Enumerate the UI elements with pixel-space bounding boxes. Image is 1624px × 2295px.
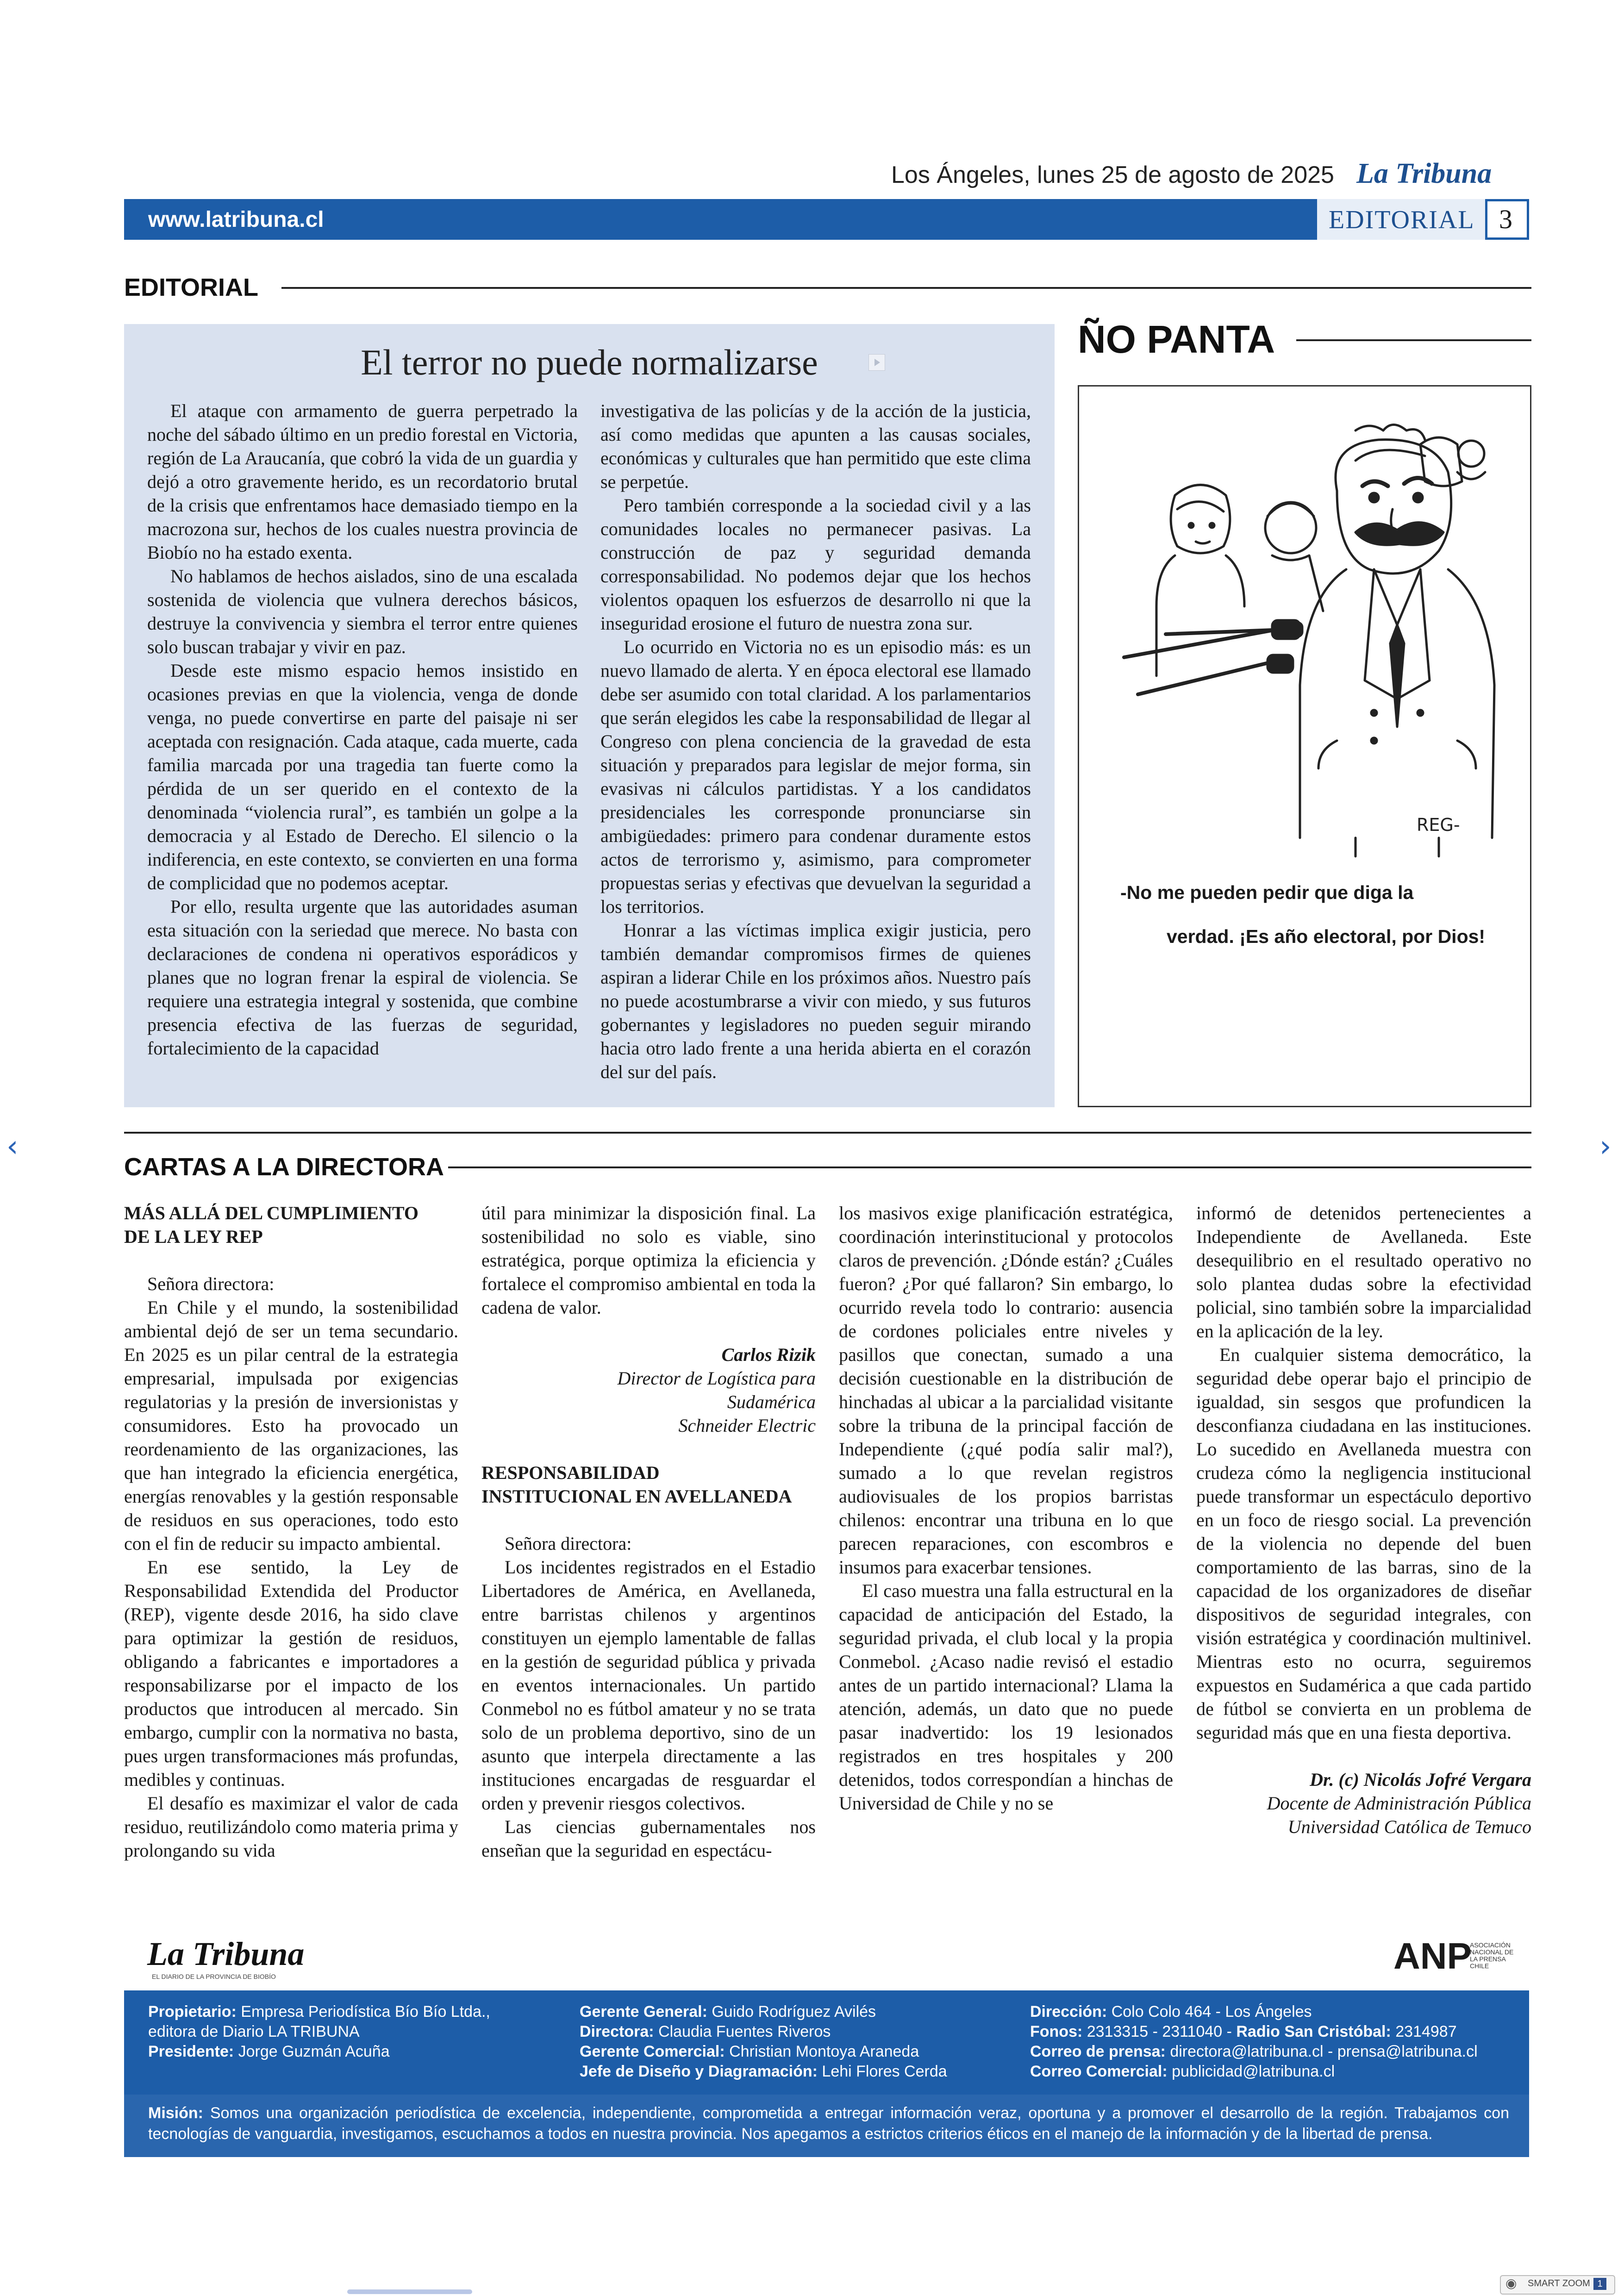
letter-paragraph: En cualquier sistema democrático, la seguridad debe operar bajo el principio de igualdad, sin sesgos que profundicen la desconfianza ciudadana en las instituciones. Lo sucedido en Avellaneda muestra con crudeza cómo la negligencia institucional puede transformar un espectáculo deportivo en un foco de riesgo social. La prevención de la violencia no depende del buen comportamiento de las barras, sino de la capacidad de los organizadores de diseñar dispositivos de seguridad integrales, con visión estratégica y coordinación multinivel. Mientras esto no ocurra, seguiremos expuestos en Sudamérica a que cada partido de fútbol se convierta en un problema de seguridad más que en una fiesta deportiva. <box>1196 1344 1531 1743</box>
letter-signature-role: Sudamérica <box>727 1391 816 1412</box>
smart-zoom-count: 1 <box>1593 2278 1606 2290</box>
cartoon-section-heading: ÑO PANTA <box>1078 318 1275 361</box>
letter-headline: MÁS ALLÁ DEL CUMPLIMIENTO <box>124 1203 419 1223</box>
letter-paragraph: En Chile y el mundo, la sostenibilidad ambiental dejó de ser un tema secundario. En 2025 es un pilar central de la estrategia empresarial, impulsada por exigencias regulatorias y la presión de inversionistas y consumidores. Esto ha provocado un reordenamiento de las organizaciones, las que han integrado la eficiencia energética, energías renovables y la gestión responsable de residuos en sus operaciones, todo esto con el fin de reducir su impacto ambiental. <box>124 1297 458 1554</box>
letter-paragraph: los masivos exige planificación estratégica, coordinación interinstitucional y protocolos claros de prevención. ¿Dónde están? ¿Cuáles fueron? ¿Por qué fallaron? Sin embargo, lo ocurrido revela todo lo contrario: ausencia de cordones policiales entre niveles y pasillos que conectan, sumado a una decisión cuestionable en la distribución de hinchadas al ubicar a la parcialidad visitante sobre la tribuna de la principal facción de Independiente (¿qué podía salir mal?), sumado a lo que revelan registros audiovisuales de los propios barristas chilenos: encontrar una tribuna en lo que parecen reparaciones, con escombros e insumos para exacerbar tensiones. <box>839 1203 1173 1578</box>
credit-value: Lehi Flores Cerda <box>822 2063 947 2080</box>
editorial-paragraph: Honrar a las víctimas implica exigir justicia, pero también demandar compromisos firmes de quienes aspiran a liderar Chile en los próximos años. Nuestro país no puede acostumbrarse a vivir con miedo, y sus futuros gobernantes y legisladores no pueden seguir mirando hacia otro lado frente a una herida abierta en el corazón del sur del país. <box>600 920 1031 1082</box>
credit-value: Jorge Guzmán Acuña <box>238 2043 390 2060</box>
letters-column-1 <box>124 1201 458 1862</box>
letter-paragraph: útil para minimizar la disposición final. La sostenibilidad no solo es viable, sino estratégica, porque optimiza la eficiencia y fortalece el compromiso ambiental en toda la cadena de valor. <box>481 1203 816 1318</box>
anp-logo-text: ASOCIACIÓN NACIONAL DE LA PRENSA CHILE <box>1470 1941 1514 1970</box>
cartoon-illustration <box>1096 417 1513 861</box>
credit-value: 2313315 - 2311040 - <box>1087 2023 1232 2040</box>
editorial-paragraph: Pero también corresponde a la sociedad civil y a las comunidades locales no permanecer pasivas. La construcción de paz y seguridad demanda corresponsabilidad. No podemos dejar que los hechos violentos opaquen los esfuerzos de desarrollo ni que la inseguridad erosione el futuro de nuestra zona sur. <box>600 495 1031 634</box>
letter-salutation: Señora directora: <box>505 1533 632 1554</box>
credit-label: Gerente General: <box>580 2003 707 2021</box>
letter-paragraph: En ese sentido, la Ley de Responsabilidad Extendida del Productor (REP), vigente desde 2016, ha sido clave para optimizar la gestión de residuos, obligando a fabricantes e importadores a responsabilizarse por el impacto de los productos que introducen al mercado. Sin embargo, cumplir con la normativa no basta, pues urgen transformaciones más profundas, medibles y continuas. <box>124 1557 458 1790</box>
cartoonist-signature: REG- <box>1417 815 1460 835</box>
footer-credits-column-2 <box>580 2002 996 2082</box>
letter-signature-role: Schneider Electric <box>678 1415 816 1436</box>
editorial-paragraph: Desde este mismo espacio hemos insistido en ocasiones previas en que la violencia, venga de donde venga, no puede convertirse en parte del paisaje ni ser aceptada con resignación. Cada ataque, cada muerte, cada familia marcada por una tragedia tan fuerte como la pérdida de un ser querido en el contexto de la denominada “violencia rural”, es también un golpe a la democracia y al Estado de Derecho. El silencio o la indiferencia, en este contexto, se convierten en una forma de complicidad que no podemos aceptar. <box>147 660 578 893</box>
credit-label: Radio San Cristóbal: <box>1236 2023 1391 2040</box>
footer-credits-column-1 <box>148 2002 556 2062</box>
mission-label: Misión: <box>148 2104 203 2122</box>
letter-headline: INSTITUCIONAL EN AVELLANEDA <box>481 1486 792 1507</box>
letters-heading-rule <box>448 1166 1531 1168</box>
mission-text: Somos una organización periodística de excelencia, independiente, comprometida a entregar información veraz, oportuna y a promover el desarrollo de la región. Trabajamos con tecnologías de vanguardia, investigamos, escuchamos a todos en nuestra provincia. Nos apegamos a estrictos criterios éticos en el manejo de la información y de la libertad de prensa. <box>148 2104 1509 2143</box>
scrollbar-thumb[interactable] <box>347 2289 472 2294</box>
letter-paragraph: El desafío es maximizar el valor de cada residuo, reutilizándolo como materia prima y prolongando su vida <box>124 1793 458 1861</box>
letter-paragraph: Los incidentes registrados en el Estadio Libertadores de América, en Avellaneda, entre barristas chilenos y argentinos constituyen un ejemplo lamentable de fallas en la gestión de seguridad pública y privada en eventos internacionales. Un partido Conmebol no es fútbol amateur y no se trata solo de un problema deportivo, sino de un asunto que interpela directamente a las instituciones encargadas de resguardar el orden y prevenir riesgos colectivos. <box>481 1557 816 1814</box>
brand-logo: La Tribuna <box>1356 158 1492 189</box>
editorial-paragraph: Lo ocurrido en Victoria no es un episodio más: es un nuevo llamado de alerta. Y en época electoral ese llamado debe ser asumido con total claridad. A los parlamentarios que serán elegidos les cabe la responsabilidad de llegar al Congreso con plena conciencia de la gravedad de esta situación y preparados para legislar de mejor forma, sin evasivas ni cálculos partidistas. Y a los candidatos presidenciales les corresponde pronunciarse sin ambigüedades: primero para condenar duramente estos actos de terrorismo y, asimismo, para comprometer propuestas serias y efectivas que devuelvan la seguridad a los territorios. <box>600 636 1031 917</box>
date-line: Los Ángeles, lunes 25 de agosto de 2025 <box>891 162 1334 188</box>
letter-signature-role: Docente de Administración Pública <box>1267 1793 1531 1814</box>
letter-paragraph: informó de detenidos pertenecientes a Independiente de Avellaneda. Este desequilibrio en el resultado operativo no solo plantea dudas sobre la efectividad policial, sino también sobre la imparcialidad en la aplicación de la ley. <box>1196 1203 1531 1341</box>
credit-label: Gerente Comercial: <box>580 2043 725 2060</box>
credit-label: Fonos: <box>1030 2023 1083 2040</box>
editorial-paragraph: El ataque con armamento de guerra perpetrado la noche del sábado último en un predio forestal en Victoria, región de La Araucanía, que cobró la vida de un guardia y dejó a otro gravemente herido, es un recordatorio brutal de la crisis que enfrentamos hace demasiado tiempo en la macrozona sur, hechos de los cuales nuestra provincia de Biobío no ha estado exenta. <box>147 400 578 563</box>
footer-credits-column-3 <box>1030 2002 1521 2082</box>
letters-column-2 <box>481 1201 816 1862</box>
credit-value: directora@latribuna.cl - prensa@latribuna.cl <box>1170 2043 1478 2060</box>
anp-logo: ANP <box>1393 1935 1472 1977</box>
letter-signature-name: Dr. (c) Nicolás Jofré Vergara <box>1310 1769 1531 1790</box>
credit-value: editora de Diario LA TRIBUNA <box>148 2023 360 2040</box>
credit-value: publicidad@latribuna.cl <box>1172 2063 1335 2080</box>
letters-column-3 <box>839 1201 1173 1815</box>
letter-signature-role: Universidad Católica de Temuco <box>1287 1816 1531 1837</box>
editorial-section-heading: EDITORIAL <box>124 274 259 301</box>
credit-value: Christian Montoya Araneda <box>729 2043 919 2060</box>
editorial-paragraph: No hablamos de hechos aislados, sino de una escalada sostenida de violencia que vulnera derechos básicos, destruye la convivencia y siembra el terror entre quienes solo buscan trabajar y vivir en paz. <box>147 566 578 657</box>
credit-label: Jefe de Diseño y Diagramación: <box>580 2063 818 2080</box>
letters-column-4 <box>1196 1201 1531 1839</box>
editorial-heading-rule <box>281 287 1531 289</box>
cartoon-caption: verdad. ¡Es año electoral, por Dios! <box>1167 926 1486 947</box>
credit-label: Dirección: <box>1030 2003 1107 2021</box>
editorial-column-2 <box>600 399 1031 1084</box>
letter-headline: DE LA LEY REP <box>124 1226 263 1247</box>
chevron-right-icon[interactable]: › <box>1599 1129 1612 1164</box>
letter-signature-role: Director de Logística para <box>617 1368 816 1389</box>
letters-section-heading: CARTAS A LA DIRECTORA <box>124 1153 444 1181</box>
eye-icon: ◉ <box>1505 2276 1517 2291</box>
cartoon-heading-rule <box>1296 339 1531 341</box>
editorial-title: El terror no puede normalizarse <box>361 342 818 382</box>
letters-top-rule <box>124 1132 1531 1134</box>
editorial-column-1 <box>147 399 578 1060</box>
credit-value: Colo Colo 464 - Los Ángeles <box>1111 2003 1312 2021</box>
letter-headline: RESPONSABILIDAD <box>481 1462 660 1483</box>
credit-label: Presidente: <box>148 2043 234 2060</box>
editorial-paragraph: Por ello, resulta urgente que las autoridades asuman esta situación con la seriedad que merece. No basta con declaraciones de condena ni operativos esporádicos y planes que no logran frenar la espiral de violencia. Se requiere una estrategia integral y sostenida, que combine presencia efectiva de las fuerzas de seguridad, fortalecimiento de la capacidad <box>147 896 578 1059</box>
page-number: 3 <box>1499 204 1512 234</box>
letter-paragraph: El caso muestra una falla estructural en la capacidad de anticipación del Estado, la seguridad privada, el club local y la propia Conmebol. ¿Acaso nadie revisó el estadio antes de un partido internacional? Llama la atención, además, un dato que no puede pasar inadvertido: los 19 lesionados registrados en tres hospitales y 200 detenidos, todos correspondían a hinchas de Universidad de Chile y no se <box>839 1580 1173 1814</box>
credit-value: 2314987 <box>1395 2023 1457 2040</box>
audio-icon[interactable] <box>868 354 885 371</box>
letter-signature-name: Carlos Rizik <box>721 1344 816 1365</box>
credit-value: Guido Rodríguez Avilés <box>712 2003 876 2021</box>
letter-paragraph: Las ciencias gubernamentales nos enseñan que la seguridad en espectácu- <box>481 1816 816 1861</box>
credit-label: Propietario: <box>148 2003 237 2021</box>
mission-statement <box>148 2103 1509 2145</box>
credit-value: Empresa Periodística Bío Bío Ltda., <box>241 2003 490 2021</box>
cartoon-caption: -No me pueden pedir que diga la <box>1120 882 1414 903</box>
smart-zoom-label: SMART ZOOM <box>1528 2278 1590 2289</box>
footer-logo: La Tribuna <box>147 1935 305 1972</box>
letter-salutation: Señora directora: <box>147 1273 275 1294</box>
footer-logo-tagline: EL DIARIO DE LA PROVINCIA DE BIOBÍO <box>152 1973 276 1980</box>
credit-value: Claudia Fuentes Riveros <box>658 2023 831 2040</box>
editorial-paragraph: investigativa de las policías y de la acción de la justicia, así como medidas que apunten a las causas sociales, económicas y culturales que han permitido que este clima se perpetúe. <box>600 400 1031 492</box>
credit-label: Correo de prensa: <box>1030 2043 1166 2060</box>
chevron-left-icon[interactable]: ‹ <box>6 1129 19 1164</box>
credit-label: Correo Comercial: <box>1030 2063 1168 2080</box>
credit-label: Directora: <box>580 2023 654 2040</box>
site-url[interactable]: www.latribuna.cl <box>148 207 324 232</box>
section-label: EDITORIAL <box>1329 206 1475 234</box>
header-bar <box>124 199 1485 240</box>
